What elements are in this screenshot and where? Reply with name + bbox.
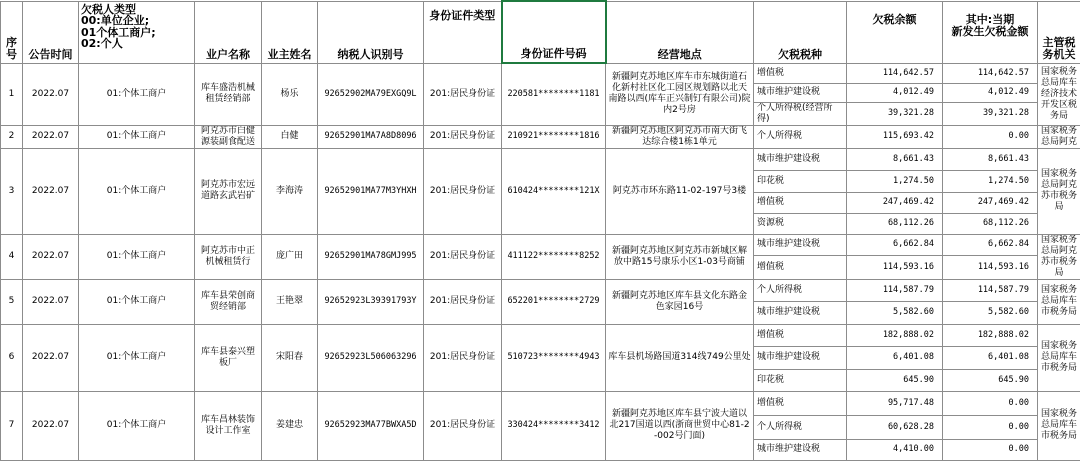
row-balance[interactable]: 114,642.57 <box>847 63 943 83</box>
row-date[interactable]: 2022.07 <box>23 391 79 460</box>
row-tax-kind[interactable]: 个人所得税 <box>754 415 847 439</box>
row-date[interactable]: 2022.07 <box>23 324 79 391</box>
row-balance[interactable]: 182,888.02 <box>847 324 943 346</box>
row-date[interactable]: 2022.07 <box>23 63 79 125</box>
row-seq[interactable]: 2 <box>1 125 23 148</box>
row-balance[interactable]: 6,401.08 <box>847 346 943 369</box>
row-balance[interactable]: 6,662.84 <box>847 234 943 256</box>
row-address[interactable]: 新疆阿克苏地区库车市东城街道石化新村社区化工园区规划路以北天南路以西(库车正兴制钉有限公司)院内2号房 <box>606 63 754 125</box>
row-taxpayer-type[interactable]: 01:个体工商户 <box>79 125 195 148</box>
row-tax-kind[interactable]: 城市维护建设税 <box>754 346 847 369</box>
row-current-arrears[interactable]: 0.00 <box>943 125 1038 148</box>
row-authority[interactable]: 国家税务总局库车市税务局 <box>1038 391 1080 460</box>
row-tax-kind[interactable]: 增值税 <box>754 63 847 83</box>
row-tax-kind[interactable]: 城市维护建设税 <box>754 439 847 460</box>
row-id-type[interactable]: 201:居民身份证 <box>424 234 502 279</box>
row-owner-name[interactable]: 宋阳春 <box>262 324 318 391</box>
header-address[interactable]: 经营地点 <box>606 1 754 63</box>
row-balance[interactable]: 8,661.43 <box>847 148 943 170</box>
row-tax-kind[interactable]: 增值税 <box>754 391 847 415</box>
row-seq[interactable]: 3 <box>1 148 23 234</box>
row-taxpayer-id[interactable]: 92652923L39391793Y <box>318 279 424 324</box>
row-authority[interactable]: 国家税务总局阿克 <box>1038 125 1080 148</box>
row-address[interactable]: 新疆阿克苏地区阿克苏市新城区解放中路15号康乐小区1-03号商铺 <box>606 234 754 279</box>
row-date[interactable]: 2022.07 <box>23 279 79 324</box>
row-seq[interactable]: 4 <box>1 234 23 279</box>
header-owner-name[interactable]: 业主姓名 <box>262 1 318 63</box>
row-date[interactable]: 2022.07 <box>23 125 79 148</box>
row-taxpayer-type[interactable]: 01:个体工商户 <box>79 391 195 460</box>
row-balance[interactable]: 1,274.50 <box>847 170 943 192</box>
row-tax-kind[interactable]: 个人所得税(经营所得) <box>754 102 847 125</box>
header-id-number[interactable]: 身份证件号码 <box>502 1 606 63</box>
table-row <box>1 324 1080 346</box>
row-balance[interactable]: 4,012.49 <box>847 83 943 102</box>
row-taxpayer-type[interactable]: 01:个体工商户 <box>79 234 195 279</box>
row-taxpayer-id[interactable]: 92652901MA78GMJ995 <box>318 234 424 279</box>
table-row <box>1 391 1080 415</box>
row-business-name[interactable]: 库车盛浩机械租赁经销部 <box>195 63 262 125</box>
header-taxpayer-id[interactable]: 纳税人识别号 <box>318 1 424 63</box>
row-balance[interactable]: 247,469.42 <box>847 192 943 213</box>
row-balance[interactable]: 114,587.79 <box>847 279 943 301</box>
row-id-number[interactable]: 510723********4943 <box>502 324 606 391</box>
header-date[interactable]: 公告时间 <box>23 1 79 63</box>
row-balance[interactable]: 39,321.28 <box>847 102 943 125</box>
row-tax-kind[interactable]: 增值税 <box>754 324 847 346</box>
row-tax-kind[interactable]: 城市维护建设税 <box>754 234 847 256</box>
row-tax-kind[interactable]: 增值税 <box>754 192 847 213</box>
row-seq[interactable]: 6 <box>1 324 23 391</box>
header-authority[interactable]: 主管税 务机关 <box>1038 1 1080 63</box>
row-id-number[interactable]: 411122********8252 <box>502 234 606 279</box>
row-tax-kind[interactable]: 城市维护建设税 <box>754 148 847 170</box>
header-business-name[interactable]: 业户名称 <box>195 1 262 63</box>
row-id-number[interactable]: 610424********121X <box>502 148 606 234</box>
row-taxpayer-type[interactable]: 01:个体工商户 <box>79 148 195 234</box>
table-row <box>1 148 1080 170</box>
row-business-name[interactable]: 库车县荣创商贸经销部 <box>195 279 262 324</box>
row-current-arrears[interactable]: 0.00 <box>943 391 1038 415</box>
row-business-name[interactable]: 库车县泰兴塑板厂 <box>195 324 262 391</box>
row-owner-name[interactable]: 杨乐 <box>262 63 318 125</box>
row-seq[interactable]: 7 <box>1 391 23 460</box>
header-taxpayer-type[interactable]: 欠税人类型 00:单位企业; 01个体工商户; 02:个人 <box>79 1 195 63</box>
row-balance[interactable]: 60,628.28 <box>847 415 943 439</box>
row-current-arrears[interactable]: 8,661.43 <box>943 148 1038 170</box>
row-date[interactable]: 2022.07 <box>23 234 79 279</box>
row-owner-name[interactable]: 王艳翠 <box>262 279 318 324</box>
row-current-arrears[interactable]: 645.90 <box>943 369 1038 391</box>
row-taxpayer-id[interactable]: 92652902MA79EXGQ9L <box>318 63 424 125</box>
row-date[interactable]: 2022.07 <box>23 148 79 234</box>
row-taxpayer-type[interactable]: 01:个体工商户 <box>79 63 195 125</box>
row-balance[interactable]: 5,582.60 <box>847 301 943 324</box>
row-tax-kind[interactable]: 资源税 <box>754 213 847 234</box>
row-id-type[interactable]: 201:居民身份证 <box>424 148 502 234</box>
row-taxpayer-id[interactable]: 92652901MA7A8D8096 <box>318 125 424 148</box>
row-tax-kind[interactable]: 增值税 <box>754 256 847 279</box>
row-tax-kind[interactable]: 个人所得税 <box>754 279 847 301</box>
row-seq[interactable]: 1 <box>1 63 23 125</box>
row-current-arrears[interactable]: 182,888.02 <box>943 324 1038 346</box>
row-current-arrears[interactable]: 4,012.49 <box>943 83 1038 102</box>
row-balance[interactable]: 4,410.00 <box>847 439 943 460</box>
row-balance[interactable]: 645.90 <box>847 369 943 391</box>
row-current-arrears[interactable]: 114,593.16 <box>943 256 1038 279</box>
row-id-number[interactable]: 652201********2729 <box>502 279 606 324</box>
row-owner-name[interactable]: 庞广田 <box>262 234 318 279</box>
row-current-arrears[interactable]: 5,582.60 <box>943 301 1038 324</box>
row-address[interactable]: 库车县机场路国道314线749公里处 <box>606 324 754 391</box>
row-authority[interactable]: 国家税务总局库车经济技术开发区税务局 <box>1038 63 1080 125</box>
row-tax-kind[interactable]: 个人所得税 <box>754 125 847 148</box>
row-business-name[interactable]: 阿克苏市白健源装副食配送 <box>195 125 262 148</box>
row-business-name[interactable]: 阿克苏市宏远道路玄武岩矿 <box>195 148 262 234</box>
header-seq[interactable]: 序 号 <box>1 1 23 63</box>
row-owner-name[interactable]: 白健 <box>262 125 318 148</box>
row-current-arrears[interactable]: 247,469.42 <box>943 192 1038 213</box>
row-balance[interactable]: 95,717.48 <box>847 391 943 415</box>
row-balance[interactable]: 68,112.26 <box>847 213 943 234</box>
header-id-type[interactable]: 身份证件类型 <box>424 1 502 63</box>
row-authority[interactable]: 国家税务总局库车市税务局 <box>1038 324 1080 391</box>
row-tax-kind[interactable]: 城市维护建设税 <box>754 301 847 324</box>
row-balance[interactable]: 115,693.42 <box>847 125 943 148</box>
row-seq[interactable]: 5 <box>1 279 23 324</box>
header-balance[interactable]: 欠税余额 <box>847 1 943 63</box>
row-address[interactable]: 阿克苏市环东路11-02-197号3楼 <box>606 148 754 234</box>
row-id-number[interactable]: 220581********1181 <box>502 63 606 125</box>
row-id-type[interactable]: 201:居民身份证 <box>424 125 502 148</box>
header-row <box>1 1 1080 63</box>
row-id-type[interactable]: 201:居民身份证 <box>424 391 502 460</box>
row-current-arrears[interactable]: 114,587.79 <box>943 279 1038 301</box>
row-business-name[interactable]: 库车昌林装饰设计工作室 <box>195 391 262 460</box>
table-row <box>1 234 1080 256</box>
table-row <box>1 279 1080 301</box>
row-taxpayer-id[interactable]: 92652923L506063296 <box>318 324 424 391</box>
row-id-type[interactable]: 201:居民身份证 <box>424 279 502 324</box>
row-balance[interactable]: 114,593.16 <box>847 256 943 279</box>
row-tax-kind[interactable]: 印花税 <box>754 170 847 192</box>
row-current-arrears[interactable]: 0.00 <box>943 439 1038 460</box>
row-current-arrears[interactable]: 1,274.50 <box>943 170 1038 192</box>
row-id-number[interactable]: 210921********1816 <box>502 125 606 148</box>
row-id-type[interactable]: 201:居民身份证 <box>424 63 502 125</box>
row-address[interactable]: 新疆阿克苏地区库车县文化东路金色家园16号 <box>606 279 754 324</box>
row-id-type[interactable]: 201:居民身份证 <box>424 324 502 391</box>
row-taxpayer-id[interactable]: 92652923MA77BWXA5D <box>318 391 424 460</box>
row-address[interactable]: 新疆阿克苏地区库车县宁波大道以北217国道以西(浙商世贸中心81-2-002号门面) <box>606 391 754 460</box>
row-current-arrears[interactable]: 114,642.57 <box>943 63 1038 83</box>
row-current-arrears[interactable]: 6,662.84 <box>943 234 1038 256</box>
row-current-arrears[interactable]: 0.00 <box>943 415 1038 439</box>
row-taxpayer-type[interactable]: 01:个体工商户 <box>79 324 195 391</box>
row-owner-name[interactable]: 姜建忠 <box>262 391 318 460</box>
row-tax-kind[interactable]: 城市维护建设税 <box>754 83 847 102</box>
row-authority[interactable]: 国家税务总局库车市税务局 <box>1038 279 1080 324</box>
row-taxpayer-type[interactable]: 01:个体工商户 <box>79 279 195 324</box>
row-tax-kind[interactable]: 印花税 <box>754 369 847 391</box>
row-current-arrears[interactable]: 68,112.26 <box>943 213 1038 234</box>
header-current-arrears[interactable]: 其中:当期 新发生欠税金额 <box>943 1 1038 63</box>
row-owner-name[interactable]: 李海涛 <box>262 148 318 234</box>
table-row <box>1 63 1080 83</box>
row-current-arrears[interactable]: 6,401.08 <box>943 346 1038 369</box>
row-address[interactable]: 新疆阿克苏地区阿克苏市南大街飞达综合楼1栋1单元 <box>606 125 754 148</box>
row-current-arrears[interactable]: 39,321.28 <box>943 102 1038 125</box>
row-authority[interactable]: 国家税务总局阿克苏市税务局 <box>1038 148 1080 234</box>
table-row <box>1 125 1080 148</box>
row-authority[interactable]: 国家税务总局阿克苏市税务局 <box>1038 234 1080 279</box>
row-business-name[interactable]: 阿克苏市中正机械租赁行 <box>195 234 262 279</box>
row-id-number[interactable]: 330424********3412 <box>502 391 606 460</box>
row-taxpayer-id[interactable]: 92652901MA77M3YHXH <box>318 148 424 234</box>
header-tax-kind[interactable]: 欠税税种 <box>754 1 847 63</box>
